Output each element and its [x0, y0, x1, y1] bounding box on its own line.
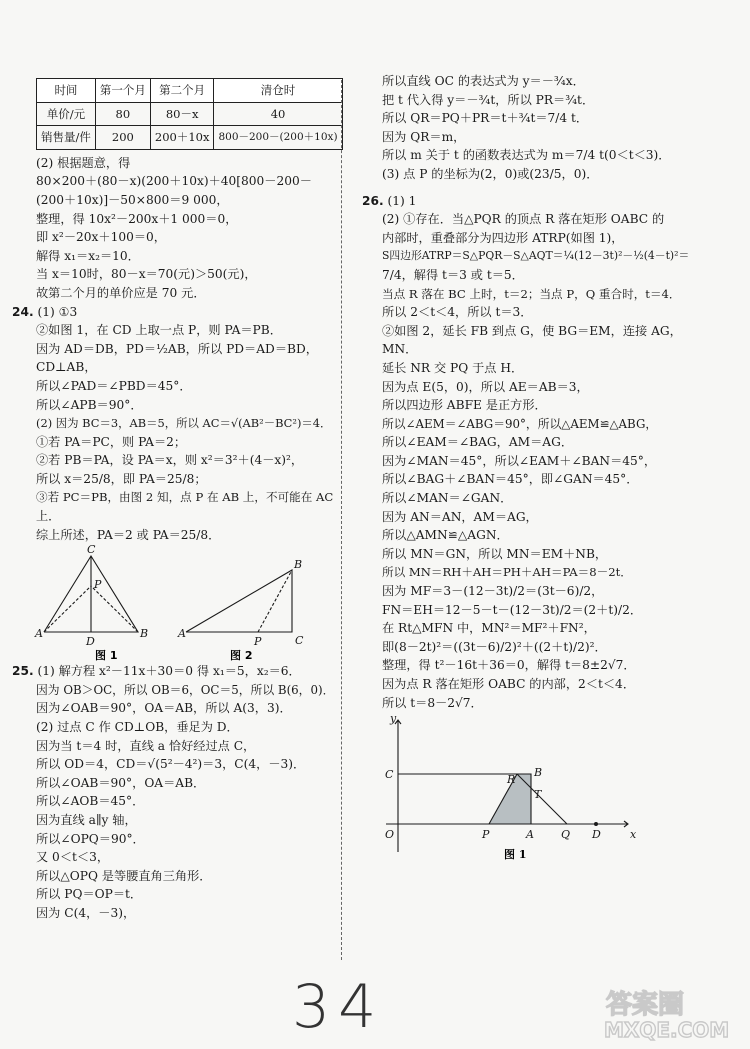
text-line — [12, 662, 326, 681]
coordinate-diagram — [376, 712, 646, 862]
figure-24-1 — [44, 556, 138, 632]
figures-24 — [36, 544, 326, 662]
price-table — [36, 78, 343, 150]
text-line: 在 Rt△MFN 中，MN²＝MF²＋FN²， — [382, 621, 596, 636]
left-column — [12, 72, 338, 923]
text-line: 整理，得 10x²－200x＋1 000＝0， — [36, 211, 238, 226]
label-A: A — [526, 828, 534, 842]
text-line: (1) 解方程 x²－11x＋30＝0 得 x₁＝5，x₂＝6． — [37, 664, 301, 679]
table-row — [37, 126, 343, 150]
fig2-caption: 图 2 — [230, 649, 253, 663]
fig2-label-B: B — [294, 558, 303, 572]
text-line: 所以 QR＝PQ＋PR＝t＋¾t＝7/4 t． — [382, 111, 589, 126]
text-line: 所以∠BAG＋∠BAN＝45°，即∠GAN＝45°． — [382, 472, 639, 487]
text-line: ②若 PB＝PA，设 PA＝x，则 x²＝3²＋(4－x)²， — [36, 453, 304, 468]
text-line: 因为点 E(5，0)，所以 AE＝AB＝3， — [382, 379, 589, 394]
text-line: ②如图 1，在 CD 上取一点 P，则 PA＝PB． — [36, 323, 282, 338]
figure-caption: 图 1 — [504, 848, 527, 862]
text-line: MN． — [382, 342, 418, 357]
text-line: 因为 AN＝AN，AM＝AG， — [382, 509, 538, 524]
text-line: 因为∠MAN＝45°，所以∠EAM＋∠BAN＝45°， — [382, 453, 657, 468]
label-B: B — [534, 766, 543, 780]
text-line: 因为直线 a∥y 轴， — [36, 813, 137, 827]
text-line: 整理，得 t²－16t＋36＝0，解得 t＝8±2√7． — [382, 658, 636, 673]
label-P: P — [482, 828, 490, 842]
text-line: 所以四边形 ABFE 是正方形． — [382, 398, 547, 413]
watermark-line1: 答案圈 — [606, 990, 685, 1020]
axis-label-y: y — [390, 712, 397, 726]
text-line: 解得 x₁＝x₂＝10． — [36, 248, 140, 263]
text-line: 当点 R 落在 BC 上时，t＝2；当点 P，Q 重合时，t＝4． — [382, 286, 681, 301]
table-cell: 200 — [95, 126, 150, 150]
text-line: (200＋10x)]－50×800＝9 000， — [36, 192, 229, 207]
page-number: 34 — [292, 972, 385, 1042]
label-C: C — [385, 768, 394, 782]
table-row — [37, 102, 343, 126]
text-line: 即 x²－20x＋100＝0， — [36, 230, 166, 245]
text-line: 所以 t＝8－2√7． — [382, 695, 483, 710]
question-number: 25. — [12, 664, 34, 679]
fig1-label-A: A — [35, 627, 43, 641]
table-cell: 800－200－(200＋10x) — [214, 126, 342, 150]
answer-26 — [362, 192, 707, 713]
text-line: (1) ①3 — [37, 304, 78, 319]
table-cell: 200＋10x — [150, 126, 214, 150]
text-line: 所以△AMN≌△AGN． — [382, 528, 509, 543]
text-line: 所以∠OPQ＝90°． — [36, 831, 145, 846]
figure-26-1 — [376, 712, 707, 862]
label-R: R — [507, 773, 516, 787]
table-cell: 销售量/件 — [37, 126, 96, 150]
text-line — [362, 192, 707, 211]
text-line: 所以∠OAB＝90°，OA＝AB． — [36, 775, 206, 790]
text-line: 综上所述，PA＝2 或 PA＝25/8． — [36, 527, 221, 542]
fig1-caption: 图 1 — [95, 649, 118, 663]
table-cell: 第二个月 — [150, 79, 214, 103]
fig2-label-P: P — [254, 635, 262, 649]
text-line: 所以 2＜t＜4，所以 t＝3． — [382, 305, 533, 320]
right-column — [362, 72, 707, 862]
text-line: 延长 NR 交 PQ 于点 H． — [382, 360, 524, 375]
fig1-label-B: B — [140, 627, 149, 641]
text-line: 所以 PQ＝OP＝t． — [36, 887, 143, 902]
label-T: T — [534, 788, 542, 802]
text-line: 内部时，重叠部分为四边形 ATRP(如图 1)， — [382, 230, 624, 245]
question-number: 26. — [362, 193, 384, 208]
question-number: 24. — [12, 304, 34, 319]
text-line: 故第二个月的单价应是 70 元． — [36, 285, 206, 300]
figure-24-2 — [186, 570, 292, 632]
text-line: 所以∠AEM＝∠ABG＝90°，所以△AEM≌△ABG， — [382, 416, 658, 431]
text-line: (2) 因为 BC＝3，AB＝5，所以 AC＝√(AB²－BC²)＝4． — [36, 416, 332, 431]
text-line: 又 0＜t＜3， — [36, 850, 110, 865]
table-cell: 80－x — [150, 102, 214, 126]
text-line: 所以 m 关于 t 的函数表达式为 m＝7/4 t(0＜t＜3)． — [382, 148, 671, 163]
column-divider — [341, 80, 342, 960]
table-cell: 80 — [95, 102, 150, 126]
figure-24-diagrams — [36, 544, 326, 662]
text-line: ②如图 2，延长 FB 到点 G，使 BG＝EM，连接 AG， — [382, 323, 682, 338]
text-line: 所以直线 OC 的表达式为 y＝－¾x． — [382, 74, 585, 88]
answer-25 — [12, 662, 335, 922]
fig1-label-C: C — [87, 543, 96, 557]
answer-24 — [12, 303, 334, 545]
text-line: 所以∠MAN＝∠GAN． — [382, 491, 513, 506]
label-O: O — [385, 828, 395, 842]
text-line: 所以∠EAM＝∠BAG，AM＝AG． — [382, 435, 574, 450]
text-line: (2) 过点 C 作 CD⊥OB，垂足为 D． — [36, 720, 239, 735]
text-line: (3) 点 P 的坐标为(2，0)或(23/5，0)． — [382, 166, 599, 181]
text-line: 所以 MN＝GN，所以 MN＝EM＋NB， — [382, 546, 608, 561]
table-header-row — [37, 79, 343, 103]
axis-label-x: x — [630, 828, 637, 842]
label-D: D — [592, 828, 601, 842]
fig2-label-A: A — [178, 627, 186, 641]
text-line: 所以∠AOB＝45°． — [36, 794, 145, 809]
text-line: (2) 根据题意，得 — [36, 155, 131, 170]
table-cell: 第一个月 — [95, 79, 150, 103]
text-line: 即(8－2t)²＝((3t－6)/2)²＋((2＋t)/2)²． — [382, 639, 607, 654]
text-line: 因为 AD＝DB，PD＝½AB，所以 PD＝AD＝BD， — [36, 341, 318, 356]
table-cell: 时间 — [37, 79, 96, 103]
text-line: CD⊥AB， — [36, 360, 97, 375]
text-line: 上． — [36, 509, 61, 524]
text-line: 当 x＝10时，80－x＝70(元)＞50(元)， — [36, 267, 257, 282]
text-line: FN＝EH＝12－5－t－(12－3t)/2＝(2＋t)/2． — [382, 602, 643, 617]
answer-25-cont — [382, 72, 707, 184]
fig2-label-C: C — [295, 634, 304, 648]
text-line: 所以△OPQ 是等腰直角三角形． — [36, 868, 212, 883]
text-line — [12, 303, 326, 322]
table-cell: 单价/元 — [37, 102, 96, 126]
text-line: 因为 MF＝3－(12－3t)/2＝(3t－6)/2， — [382, 584, 604, 599]
text-line: 7/4，解得 t＝3 或 t＝5． — [382, 267, 524, 282]
text-line: 所以 MN＝RH＋AH＝PH＋AH＝PA＝8－2t． — [382, 565, 632, 580]
text-line: 因为 QR＝m， — [382, 129, 466, 144]
text-line: 所以 x＝25/8，即 PA＝25/8； — [36, 471, 207, 486]
text-line: 因为点 R 落在矩形 OABC 的内部，2＜t＜4． — [382, 677, 636, 691]
table-cell: 清仓时 — [214, 79, 342, 103]
text-line: 因为∠OAB＝90°，OA＝AB，所以 A(3，3)． — [36, 701, 292, 716]
watermark-line2: MXQE.COM — [604, 1018, 730, 1042]
label-Q: Q — [561, 828, 571, 842]
text-line: 80×200＋(80－x)(200＋10x)＋40[800－200－ — [36, 174, 312, 189]
text-line: S四边形ATRP＝S△PQR－S△AQT＝¼(12－3t)²－½(4－t)²＝ — [382, 249, 690, 263]
text-line: 因为 C(4，－3)， — [36, 905, 136, 920]
fig1-label-P: P — [94, 578, 102, 592]
text-line: ③若 PC＝PB，由图 2 知，点 P 在 AB 上，不可能在 AC — [36, 490, 334, 505]
text-line: 因为 OB＞OC，所以 OB＝6，OC＝5，所以 B(6，0)． — [36, 682, 335, 697]
text-line: 因为当 t＝4 时，直线 a 恰好经过点 C， — [36, 738, 256, 753]
fig1-label-D: D — [86, 635, 95, 649]
watermark-logo — [600, 983, 740, 1043]
text-line: 所以∠PAD＝∠PBD＝45°． — [36, 378, 192, 393]
text-line: (1) 1 — [387, 193, 417, 208]
text-line: 把 t 代入得 y＝－¾t，所以 PR＝¾t． — [382, 92, 595, 107]
answer-23-part2 — [36, 154, 326, 303]
text-line: 所以∠APB＝90°． — [36, 397, 143, 412]
text-line: 所以 OD＝4，CD＝√(5²－4²)＝3，C(4，－3)． — [36, 757, 306, 772]
text-line: (2) ①存在．当△PQR 的顶点 R 落在矩形 OABC 的 — [382, 212, 665, 227]
text-line: ①若 PA＝PC，则 PA＝2； — [36, 434, 187, 449]
table-cell: 40 — [214, 102, 342, 126]
